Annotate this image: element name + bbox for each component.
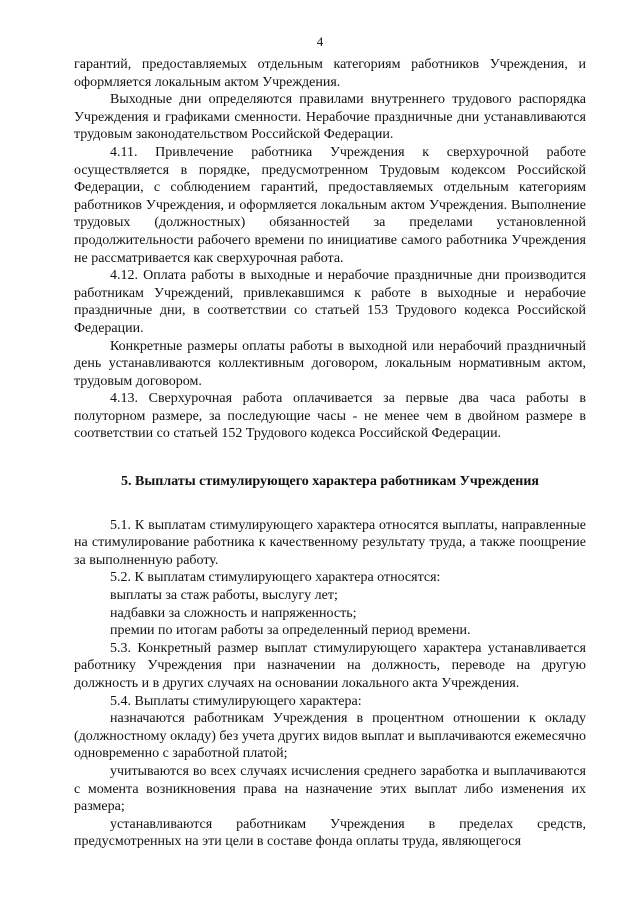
list-item-established: устанавливаются работникам Учреждения в пределах средств, предусмотренных на эти цели в составе фонда оплаты труда, являющегося (74, 816, 586, 850)
document-body (74, 56, 586, 851)
list-item-complexity: надбавки за сложность и напряженность; (110, 605, 357, 621)
paragraph-4-11: 4.11. Привлечение работника Учреждения к сверхурочной работе осуществляется в порядке, предусмотренном Трудовым кодексом Российской Федерации, с соблюдением гарантий, предоставляемых отдельным категориям работников Учреждения, и оформляется локальным актом Учреждения. Выполнение трудовых (должностных) обязанностей за пределами установленной продолжительности рабочего времени по инициативе самого работника Учреждения не рассматривается как сверхурочная работа. (74, 144, 586, 266)
paragraph-holiday-pay: Конкретные размеры оплаты работы в выходной или нерабочий праздничный день устанавливаются коллективным договором, локальным нормативным актом, трудовым договором. (74, 338, 586, 389)
list-item-bonuses: премии по итогам работы за определенный период времени. (110, 623, 471, 639)
page-number: 4 (316, 34, 324, 49)
list-item-assigned: назначаются работникам Учреждения в процентном отношении к окладу (должностному окладу) без учета других видов выплат и выплачиваются ежемесячно одновременно с заработной платой; (74, 711, 586, 762)
list-item-seniority: выплаты за стаж работы, выслугу лет; (110, 588, 338, 604)
paragraph-5-3: 5.3. Конкретный размер выплат стимулирующего характера устанавливается работнику Учреждения при назначении на должность, переводе на другую должность и в других случаях на основании локального акта Учреждения. (74, 640, 586, 691)
paragraph-5-1: 5.1. К выплатам стимулирующего характера относятся выплаты, направленные на стимулирование работника к качественному результату труда, а также поощрение за выполненную работу. (74, 517, 586, 568)
paragraph-continuation: гарантий, предоставляемых отдельным категориям работников Учреждения, и оформляется локальным актом Учреждения. (74, 57, 586, 90)
paragraph-4-13: 4.13. Сверхурочная работа оплачивается за первые два часа работы в полуторном размере, за последующие часы - не менее чем в двойном размере в соответствии со статьей 152 Трудового кодекса Российской Федерации. (74, 391, 586, 442)
list-item-considered: учитываются во всех случаях исчисления среднего заработка и выплачиваются с момента возникновения права на назначение этих выплат либо изменения их размера; (74, 763, 586, 815)
paragraph-5-2: 5.2. К выплатам стимулирующего характера относятся: (110, 570, 441, 586)
paragraph-weekend-days: Выходные дни определяются правилами внутреннего трудового распорядка Учреждения и графиками сменности. Нерабочие праздничные дни устанавливаются трудовым законодательством Российской Федерации. (74, 92, 586, 143)
paragraph-5-4: 5.4. Выплаты стимулирующего характера: (110, 693, 362, 709)
section-heading: 5. Выплаты стимулирующего характера работникам Учреждения (121, 474, 539, 490)
paragraph-4-12: 4.12. Оплата работы в выходные и нерабочие праздничные дни производится работникам Учреждений, привлекавшимся к работе в выходные и нерабочие праздничные дни, в соответствии со статьей 153 Трудового кодекса Российской Федерации. (74, 268, 586, 336)
